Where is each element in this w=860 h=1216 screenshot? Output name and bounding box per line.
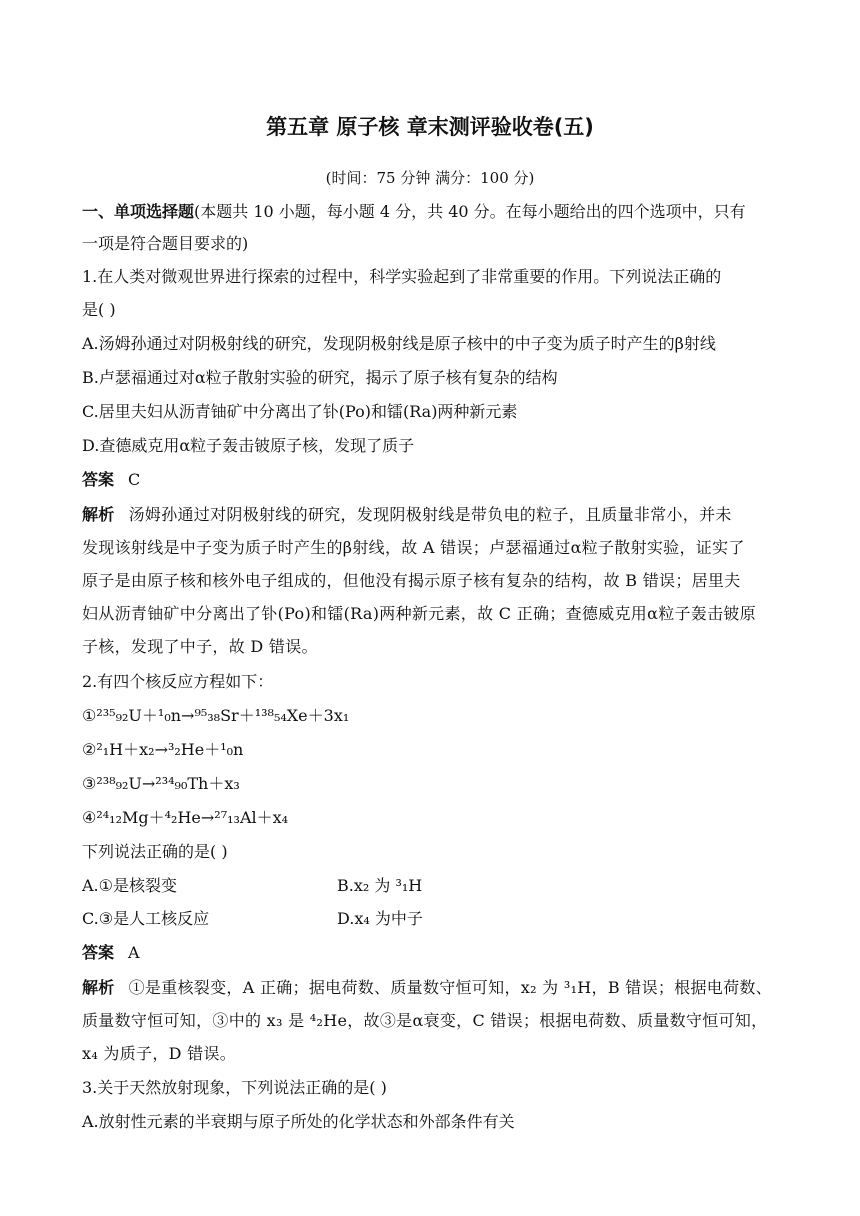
q3-option-a: A.放射性元素的半衰期与原子所处的化学状态和外部条件有关 [82, 1112, 515, 1131]
section-heading: 一、单项选择题 [82, 202, 195, 221]
q1-option-a: A.汤姆孙通过对阴极射线的研究，发现阴极射线是原子核中的中子变为质子时产生的β射线 [82, 334, 716, 353]
section-description: (本题共 10 小题，每小题 4 分，共 40 分。在每小题给出的四个选项中，只有 [194, 202, 746, 221]
q1-analysis-line: 原子是由原子核和核外电子组成的，但他没有揭示原子核有复杂的结构，故 B 错误；居里夫 [82, 571, 741, 590]
q2-analysis-line [82, 978, 782, 998]
q2-equation-1: ①²³⁵₉₂U＋¹₀n→⁹⁵₃₈Sr＋¹³⁸₅₄Xe＋3x₁ [82, 706, 350, 725]
exam-info: (时间：75 分钟 满分：100 分) [325, 169, 535, 187]
answer-value: C [128, 470, 141, 489]
q2-equation-4: ④²⁴₁₂Mg＋⁴₂He→²⁷₁₃Al＋x₄ [82, 808, 289, 827]
section-heading-line [82, 202, 782, 222]
q1-option-d: D.查德威克用α粒子轰击铍原子核，发现了质子 [82, 436, 415, 455]
q2-analysis-line: 质量数守恒可知，③中的 x₃ 是 ⁴₂He，故③是α衰变，C 错误；根据电荷数、质量数守恒可知， [82, 1011, 768, 1030]
q2-equation-2: ②²₁H＋x₂→³₂He＋¹₀n [82, 740, 244, 759]
q3-stem: 3.关于天然放射现象，下列说法正确的是( ) [82, 1078, 387, 1097]
q2-question: 下列说法正确的是( ) [82, 842, 228, 861]
analysis-label: 解析 [82, 978, 115, 997]
analysis-text: 汤姆孙通过对阴极射线的研究，发现阴极射线是带负电的粒子，且质量非常小，并未 [128, 505, 732, 524]
q2-option-a: A.①是核裂变 [82, 876, 177, 895]
q1-stem: 1.在人类对微观世界进行探索的过程中，科学实验起到了非常重要的作用。下列说法正确的 [82, 267, 722, 286]
q2-answer [82, 943, 782, 963]
section-description-cont: 一项是符合题目要求的) [82, 234, 249, 253]
q1-analysis-line: 子核，发现了中子，故 D 错误。 [82, 637, 318, 656]
analysis-label: 解析 [82, 505, 115, 524]
q2-stem: 2.有四个核反应方程如下： [82, 672, 274, 691]
analysis-text: ①是重核裂变，A 正确；据电荷数、质量数守恒可知，x₂ 为 ³₁H，B 错误；根据电荷数、 [128, 978, 772, 997]
q2-option-d: D.x₄ 为中子 [337, 909, 423, 928]
q1-answer [82, 470, 782, 490]
page-title: 第五章 原子核 章末测评验收卷(五) [266, 115, 594, 139]
answer-label: 答案 [82, 943, 115, 962]
q2-options-row [82, 909, 782, 929]
q1-option-b: B.卢瑟福通过对α粒子散射实验的研究，揭示了原子核有复杂的结构 [82, 368, 558, 387]
q1-analysis-line: 妇从沥青铀矿中分离出了钋(Po)和镭(Ra)两种新元素，故 C 正确；查德威克用α粒子轰击铍原 [82, 604, 756, 623]
q2-analysis-line: x₄ 为质子，D 错误。 [82, 1044, 237, 1063]
q1-option-c: C.居里夫妇从沥青铀矿中分离出了钋(Po)和镭(Ra)两种新元素 [82, 402, 518, 421]
answer-label: 答案 [82, 470, 115, 489]
answer-value: A [128, 943, 140, 962]
q2-option-b: B.x₂ 为 ³₁H [337, 876, 423, 895]
q2-options-row [82, 876, 782, 896]
q1-analysis-line: 发现该射线是中子变为质子时产生的β射线，故 A 错误；卢瑟福通过α粒子散射实验，证实了 [82, 538, 745, 557]
q2-option-c: C.③是人工核反应 [82, 909, 210, 928]
q1-analysis-line [82, 505, 782, 525]
q1-stem-cont: 是( ) [82, 300, 116, 319]
q2-equation-3: ③²³⁸₉₂U→²³⁴₉₀Th＋x₃ [82, 774, 240, 793]
